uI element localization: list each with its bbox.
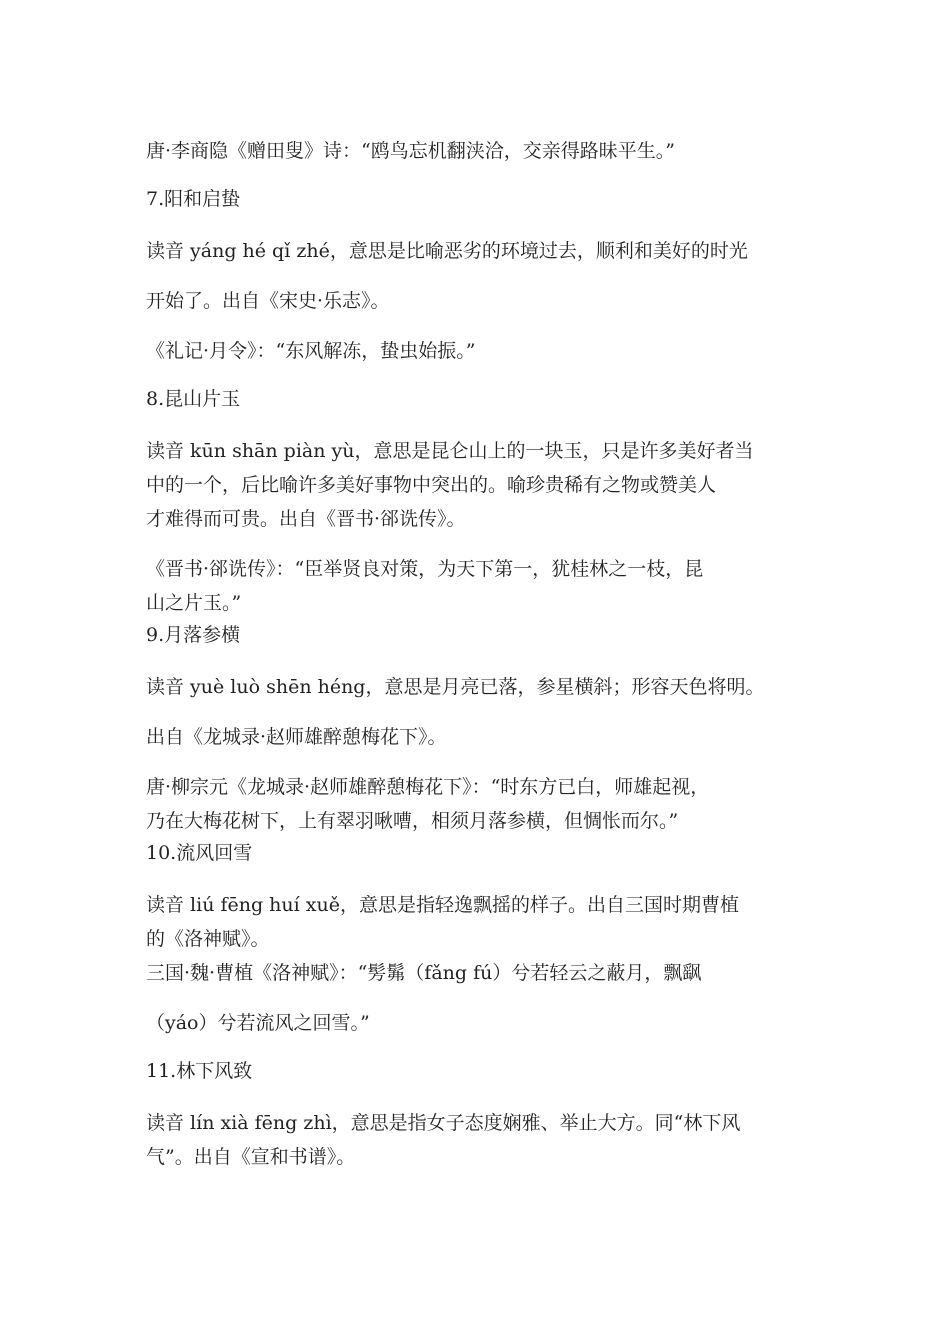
paragraph-line: 才难得而可贵。出自《晋书·郤诜传》。	[146, 508, 466, 530]
paragraph-line: 读音 yáng hé qǐ zhé，意思是比喻恶劣的环境过去，顺利和美好的时光	[146, 240, 748, 262]
quote-line: 山之片玉。”	[146, 592, 242, 614]
paragraph-line: 读音 yuè luò shēn héng，意思是月亮已落，参星横斜；形容天色将明。	[146, 676, 765, 698]
quote-line: 三国·魏·曹植《洛神赋》：“髣髴（fǎng fú）兮若轻云之蔽月，飘飖	[146, 962, 702, 984]
paragraph-line: 读音 liú fēng huí xuě，意思是指轻逸飘摇的样子。出自三国时期曹植	[146, 894, 739, 916]
paragraph-line: 读音 lín xià fēng zhì，意思是指女子态度娴雅、举止大方。同“林下风	[146, 1112, 741, 1134]
paragraph-line: 读音 kūn shān piàn yù，意思是昆仑山上的一块玉，只是许多美好者当	[146, 440, 754, 462]
idiom-heading: 8.昆山片玉	[146, 388, 241, 410]
paragraph-line: 气”。出自《宣和书谱》。	[146, 1146, 356, 1168]
quote-line: 《晋书·郤诜传》：“臣举贤良对策，为天下第一，犹桂林之一枝，昆	[146, 558, 704, 580]
document-body	[146, 134, 826, 1174]
quote-line: 唐·柳宗元《龙城录·赵师雄醉憩梅花下》：“时东方已白，师雄起视，	[146, 776, 710, 798]
paragraph-line: 出自《龙城录·赵师雄醉憩梅花下》。	[146, 726, 447, 748]
idiom-heading: 10.流风回雪	[146, 842, 253, 864]
quote-line: （yáo）兮若流风之回雪。”	[146, 1012, 370, 1034]
quote-line: 唐·李商隐《赠田叟》诗：“鸥鸟忘机翻浃洽，交亲得路昧平生。”	[146, 140, 675, 162]
paragraph-line: 开始了。出自《宋史·乐志》。	[146, 290, 390, 312]
idiom-heading: 7.阳和启蛰	[146, 188, 241, 210]
paragraph-line: 的《洛神赋》。	[146, 928, 270, 950]
idiom-heading: 9.月落参横	[146, 624, 241, 646]
quote-line: 乃在大梅花树下，上有翠羽啾嘈，相须月落参横，但惆怅而尔。”	[146, 810, 679, 832]
quote-line: 《礼记·月令》：“东风解冻，蛰虫始振。”	[146, 340, 476, 362]
idiom-heading: 11.林下风致	[146, 1060, 253, 1082]
paragraph-line: 中的一个，后比喻许多美好事物中突出的。喻珍贵稀有之物或赞美人	[146, 474, 717, 496]
